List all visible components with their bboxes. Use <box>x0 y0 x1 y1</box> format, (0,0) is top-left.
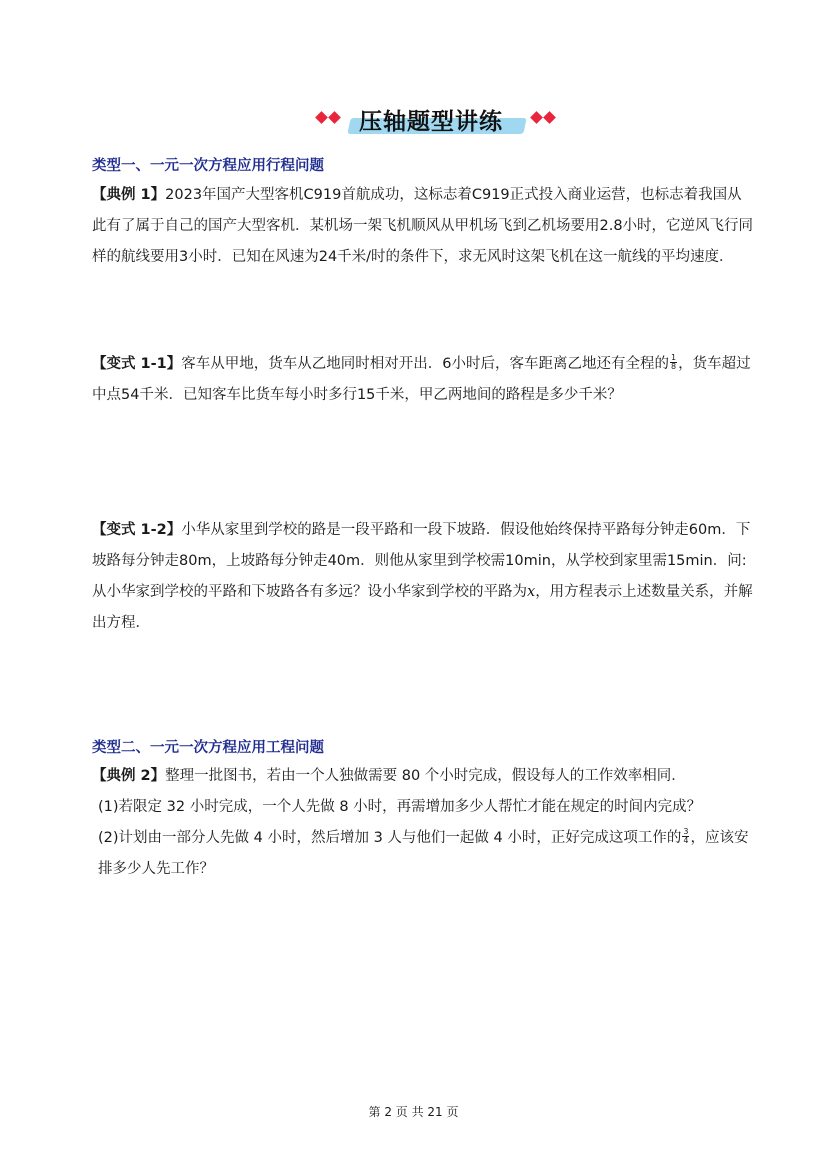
section1-heading: 类型一、一元一次方程应用行程问题 <box>92 158 324 174</box>
variable-x: x <box>527 584 536 600</box>
variant1-2-text-before: 小华从家里到学校的路是一段平路和一段下坡路．假设他始终保持平路每分钟走60m．下坡路每分钟走80m，上坡路每分钟走40m．则他从家里到学校需10min，从学校到家里需15min．问: 从小华家到学校的平路和下坡路各有多远？设小华家到学校的平路为 <box>92 522 751 600</box>
left-diamond-decoration <box>316 113 340 122</box>
example2-question1: (1)若限定 32 小时完成，一个人先做 8 小时，再需增加多少人帮忙才能在规定的时间内完成？ <box>98 799 702 815</box>
section-banner <box>0 100 827 140</box>
fraction-three-quarters: $\frac{3}{4}$ <box>683 826 689 845</box>
example2-paragraph <box>92 761 756 792</box>
variant1-1-paragraph <box>92 349 756 411</box>
right-diamond-decoration <box>531 113 555 122</box>
variant1-2-text-after: ，用方程表示上述数量关系，并解出方程． <box>92 584 753 631</box>
example2-text: 整理一批图书，若由一个人独做需要 80 个小时完成，假设每人的工作效率相同． <box>165 768 686 784</box>
question2-text-before: (2)计划由一部分人先做 4 小时，然后增加 3 人与他们一起做 4 小时，正好完成这项工作的 <box>98 830 682 846</box>
example2-question2 <box>98 823 756 885</box>
fraction-one-eighth: $\frac{1}{8}$ <box>670 352 677 371</box>
question2-text-after: ，应该安排多少人先工作？ <box>98 830 749 877</box>
banner-title <box>345 102 525 136</box>
variant1-1-tag: 【变式 1-1】 <box>92 356 182 372</box>
example1-text: 2023年国产大型客机C919首航成功，这标志着C919正式投入商业运营，也标志着我国从此有了属于自己的国产大型客机．某机场一架飞机顺风从甲机场飞到乙机场要用2.8小时，它逆风飞行同样的航线要用3小时．已知在风速为24千米/时的条件下，求无风时这架飞机在这一航线的平均速度． <box>92 187 754 265</box>
banner-title-text: 压轴题型讲练 <box>359 109 503 135</box>
variant1-2-tag: 【变式 1-2】 <box>92 522 182 538</box>
example2-tag: 【典例 2】 <box>92 768 166 784</box>
variant1-2-paragraph <box>92 515 756 639</box>
example1-paragraph <box>92 180 756 273</box>
variant1-1-text-before: 客车从甲地，货车从乙地同时相对开出．6小时后，客车距离乙地还有全程的 <box>181 356 669 372</box>
page-footer: 第 2 页 共 21 页 <box>368 1105 459 1119</box>
section2-heading: 类型二、一元一次方程应用工程问题 <box>92 740 324 756</box>
example1-tag: 【典例 1】 <box>92 187 166 203</box>
variant1-1-text-after: ，货车超过中点54千米．已知客车比货车每小时多行15千米，甲乙两地间的路程是多少千米？ <box>92 356 751 403</box>
